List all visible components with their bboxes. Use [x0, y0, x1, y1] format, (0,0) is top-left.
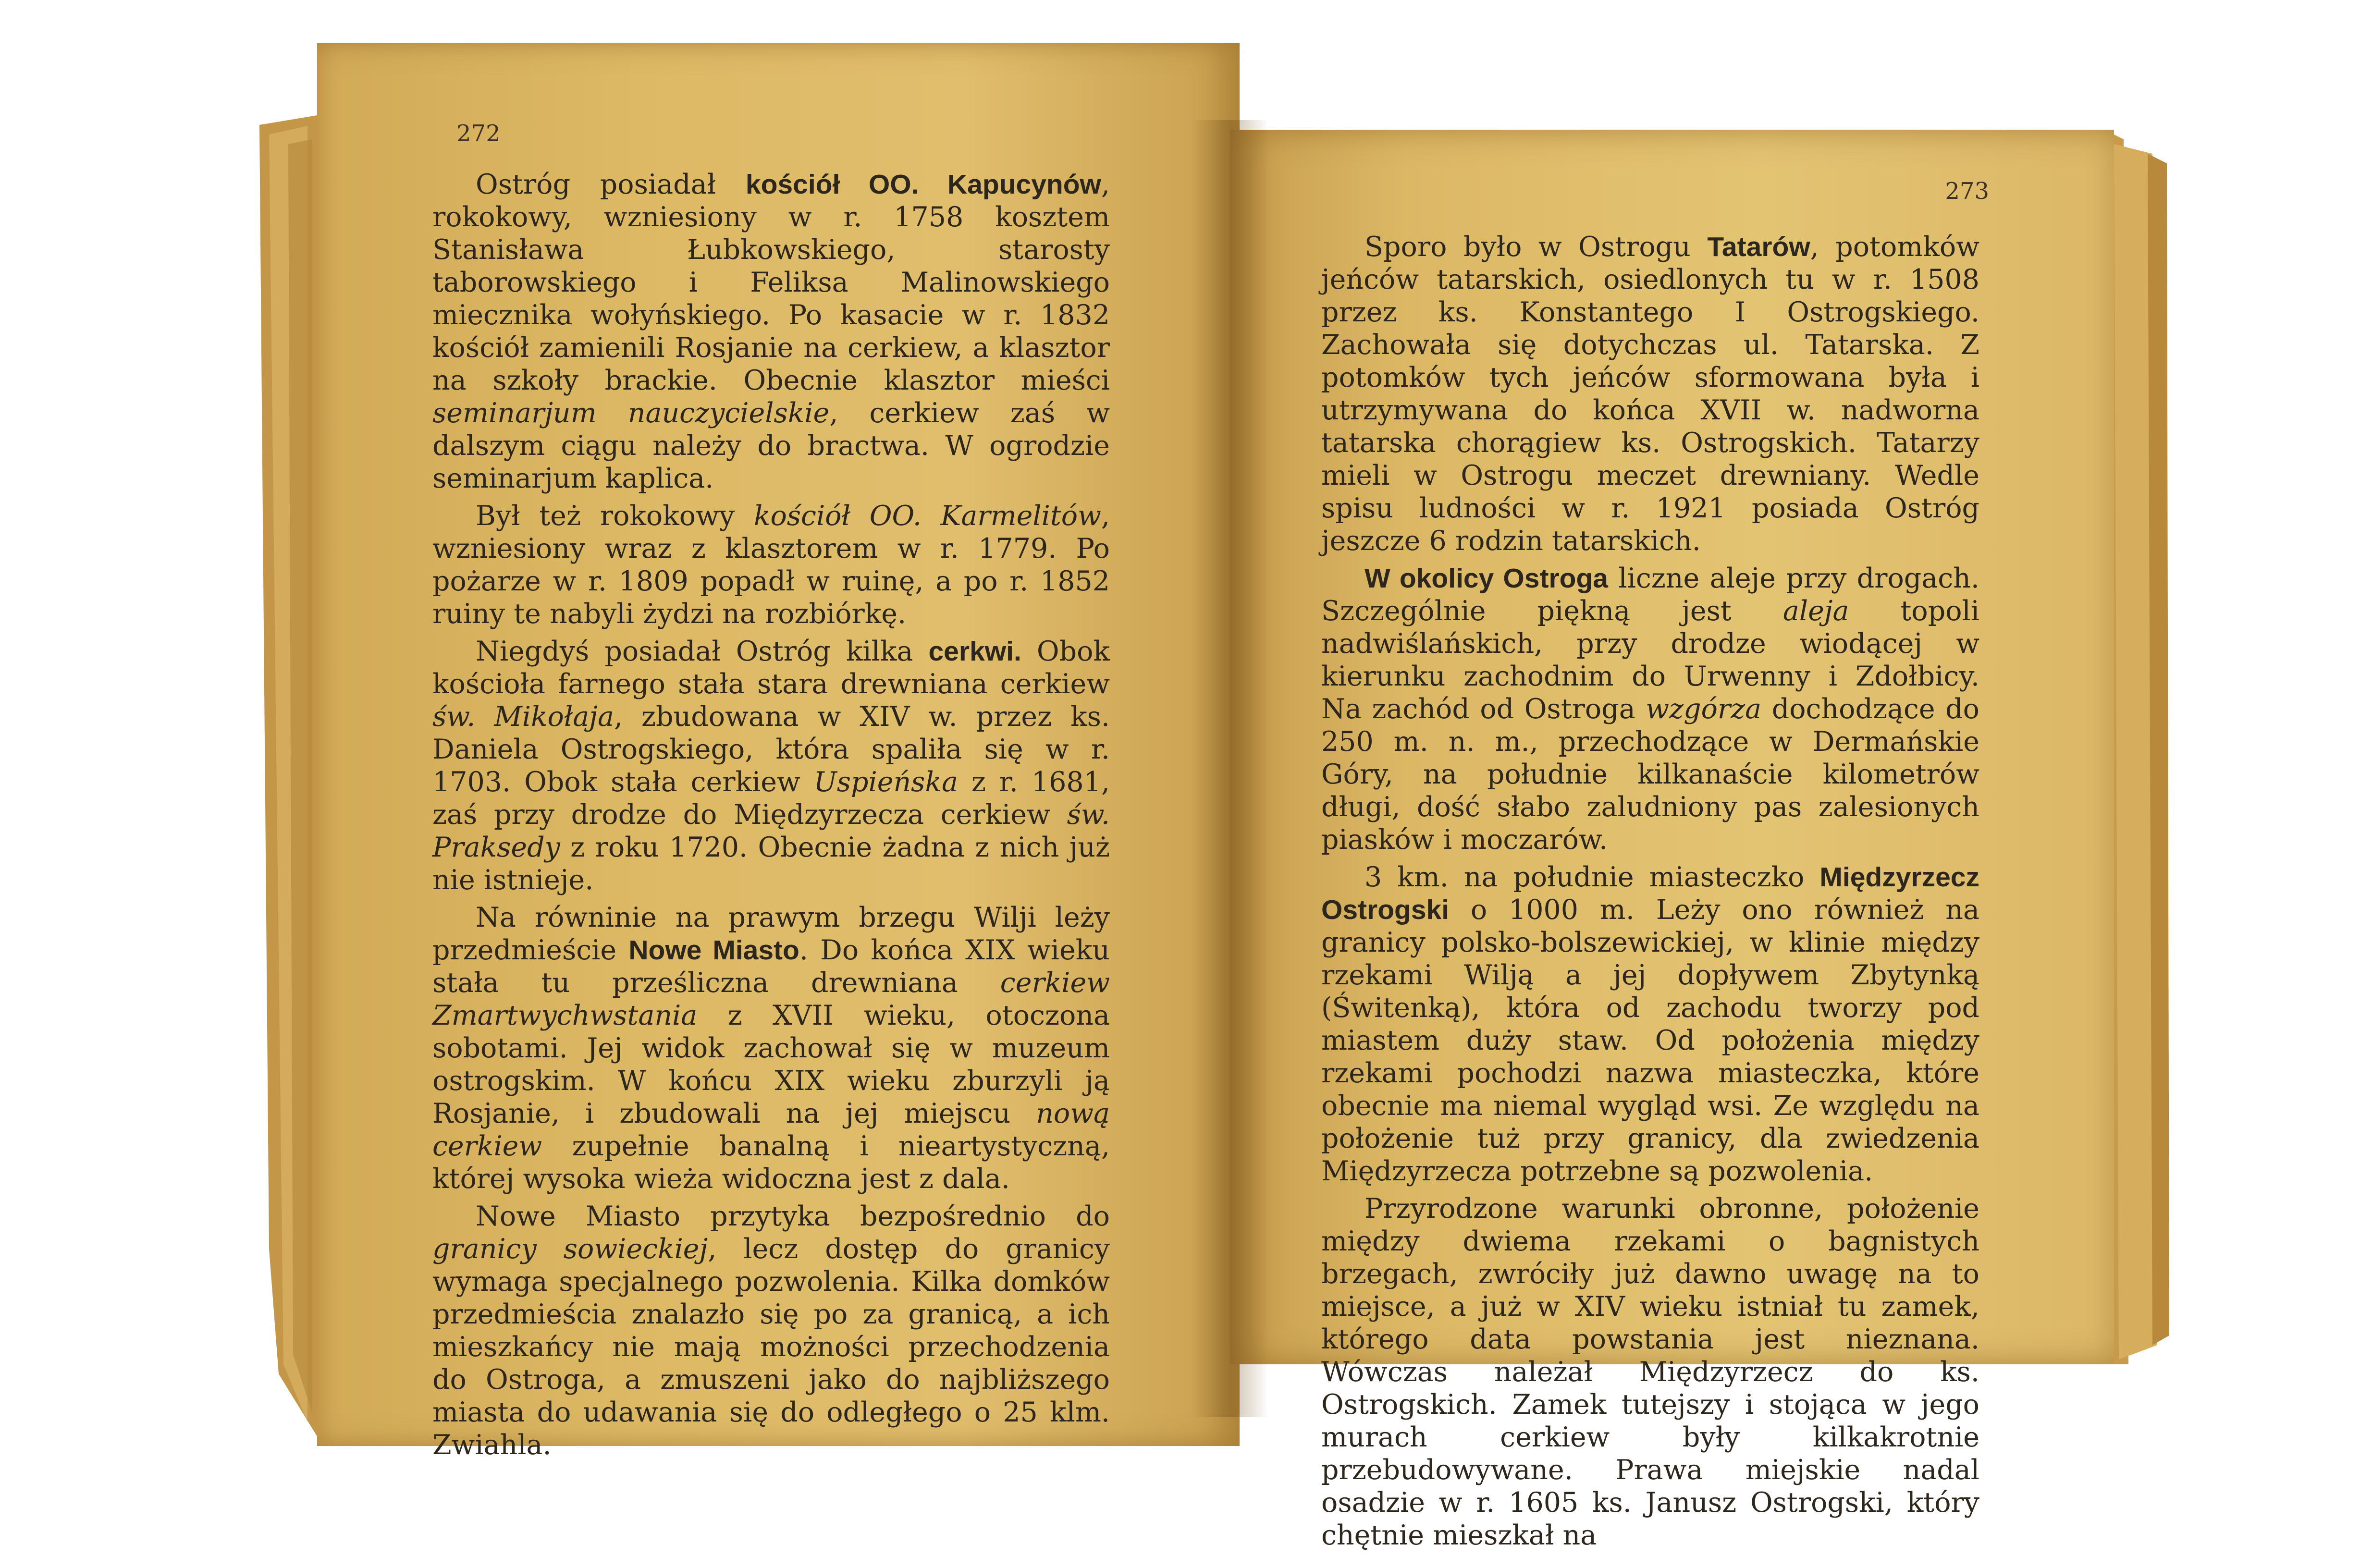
bold-text: W okolicy Ostroga [1364, 563, 1608, 594]
right-page [1230, 130, 2114, 1551]
paragraph [1321, 562, 1979, 856]
text-run: Obok kościoła farnego stała stara drewniana cerkiew [432, 636, 1110, 700]
text-run: Niegdyś posiadał Ostróg kilka [476, 636, 929, 667]
text-run: , cerkiew zaś w dalszym ciągu należy do bractwa. W ogrodzie seminarjum kaplica. [432, 397, 1110, 494]
text-run: Sporo było w Ostrogu [1364, 231, 1708, 263]
text-run: Był też rokokowy [476, 500, 754, 532]
text-run: Na równinie na prawym brzegu Wilji leży przedmieście [432, 902, 1110, 966]
book-spine-shadow [1192, 120, 1268, 1417]
italic-text: wzgórza [1646, 693, 1762, 725]
text-run: 3 km. na południe miasteczko [1364, 861, 1820, 893]
paragraph [1321, 1192, 1979, 1552]
paragraph [1321, 231, 1979, 557]
text-run: , zbudowana w XIV w. przez ks. Daniela Ostrogskiego, która spaliła się w r. 1703. Obok stała cerkiew [432, 701, 1110, 798]
text-run: Nowe Miasto przytyka bezpośrednio do [476, 1200, 1110, 1232]
text-run: , potomków jeńców tatarskich, osiedlonych tu w r. 1508 przez ks. Konstantego I Ostrogskiego. Zachowała się dotychczas ul. Tatarska. Z potomków tych jeńców sformowana była i utrzymywana do końca XVII w. nadworna tatarska chorągiew ks. Ostrogskich. Tatarzy mieli w Ostrogu meczet drewniany. Wedle spisu ludności w r. 1921 posiada Ostróg jeszcze 6 rodzin tatarskich. [1321, 231, 1979, 557]
text-run: o 1000 m. Leży ono również na granicy polsko-bolszewickiej, w klinie między rzekami Wilją a jej dopływem Zbytynką (Świtenką), która od zachodu tworzy pod miastem duży staw. Od położenia między rzekami pochodzi nazwa miasteczka, które obecnie ma niemal wygląd wsi. Ze względu na położenie tuż przy granicy, dla zwiedzenia Międzyrzecza potrzebne są pozwolenia. [1321, 894, 1979, 1187]
right-page-text [1321, 231, 1979, 1552]
text-run: dochodzące do 250 m. n. m., przechodzące w Dermańskie Góry, na południe kilkanaście kilometrów długi, dość słabo zaludniony pas zalesionych piasków i moczarów. [1321, 693, 1979, 856]
text-run: zupełnie banalną i nieartystyczną, której wysoka wieża widoczna jest z dala. [432, 1130, 1110, 1195]
left-page-text [432, 168, 1110, 1461]
italic-text: aleja [1782, 595, 1849, 627]
italic-text: św. Mikołaja [432, 701, 614, 733]
italic-text: kościół OO. Karmelitów [753, 500, 1101, 532]
paragraph [432, 168, 1110, 495]
paragraph [432, 635, 1110, 896]
text-run: z roku 1720. Obecnie żadna z nich już nie istnieje. [432, 832, 1110, 896]
paragraph [432, 500, 1110, 630]
italic-text: nową cerkiew [432, 1098, 1110, 1162]
text-run: Przyrodzone warunki obronne, położenie między dwiema rzekami o bagnistych brzegach, zwróciły już dawno uwagę na to miejsce, a już w XIV wieku istniał tu zamek, którego data powstania jest nieznana. Wówczas należał Międzyrzecz do ks. Ostrogskich. Zamek tutejszy i stojąca w jego murach cerkiew były kilkakrotnie przebudowywane. Prawa miejskie nadal osadzie w r. 1605 ks. Janusz Ostrogski, który chętnie mieszkał na [1321, 1193, 1979, 1551]
italic-text: seminarjum nauczycielskie [432, 397, 830, 429]
text-run: . Do końca XIX wieku stała tu prześliczna drewniana [432, 934, 1110, 999]
italic-text: cerkiew Zmartwychwstania [432, 967, 1110, 1031]
bold-text: cerkwi. [928, 636, 1021, 667]
text-run: , rokokowy, wzniesiony w r. 1758 kosztem Stanisława Łubkowskiego, starosty taborowskiego i Feliksa Malinowskiego miecznika wołyńskiego. Po kasacie w r. 1832 kościół zamienili Rosjanie na cerkiew, a klasztor na szkoły brackie. Obecnie klasztor mieści [432, 169, 1110, 396]
right-page-number: 273 [1945, 178, 1989, 205]
paragraph [1321, 861, 1979, 1188]
text-run: z XVII wieku, otoczona sobotami. Jej widok zachował się w muzeum ostrogskim. W końcu XIX wieku zburzyli ją Rosjanie, i zbudowali na jej miejscu [432, 1000, 1110, 1129]
text-run: liczne aleje przy drogach. Szczególnie piękną jest [1321, 563, 1979, 627]
paragraph [432, 901, 1110, 1195]
italic-text: Uspieńska [813, 766, 958, 798]
text-run: Ostróg posiadał [476, 169, 746, 200]
italic-text: granicy sowieckiej [432, 1233, 708, 1265]
text-run: , lecz dostęp do granicy wymaga specjalnego pozwolenia. Kilka domków przedmieścia znalazło się po za granicą, a ich mieszkańcy nie mają możności przechodzenia do Ostroga, a zmuszeni jako do najbliższego miasta do udawania się do odległego o 25 klm. Zwiahla. [432, 1233, 1110, 1461]
bold-text: kościół OO. Kapucynów [745, 169, 1101, 200]
text-run: z r. 1681, zaś przy drodze do Międzyrzecza cerkiew [432, 766, 1110, 831]
paragraph [432, 1200, 1110, 1461]
italic-text: św. Praksedy [432, 799, 1110, 863]
left-page-number: 272 [456, 120, 501, 147]
bold-text: Tatarów [1707, 232, 1810, 262]
bold-text: Międzyrzecz Ostrogski [1321, 862, 1979, 925]
text-run: , wzniesiony wraz z klasztorem w r. 1779. Po pożarze w r. 1809 popadł w ruinę, a po r. 1852 ruiny te nabyli żydzi na rozbiórkę. [432, 500, 1110, 630]
left-page [317, 43, 1240, 1461]
text-run: topoli nadwiślańskich, przy drodze wiodącej w kierunku zachodnim do Urwenny i Zdołbicy. Na zachód od Ostroga [1321, 595, 1980, 725]
bold-text: Nowe Miasto [628, 935, 799, 966]
